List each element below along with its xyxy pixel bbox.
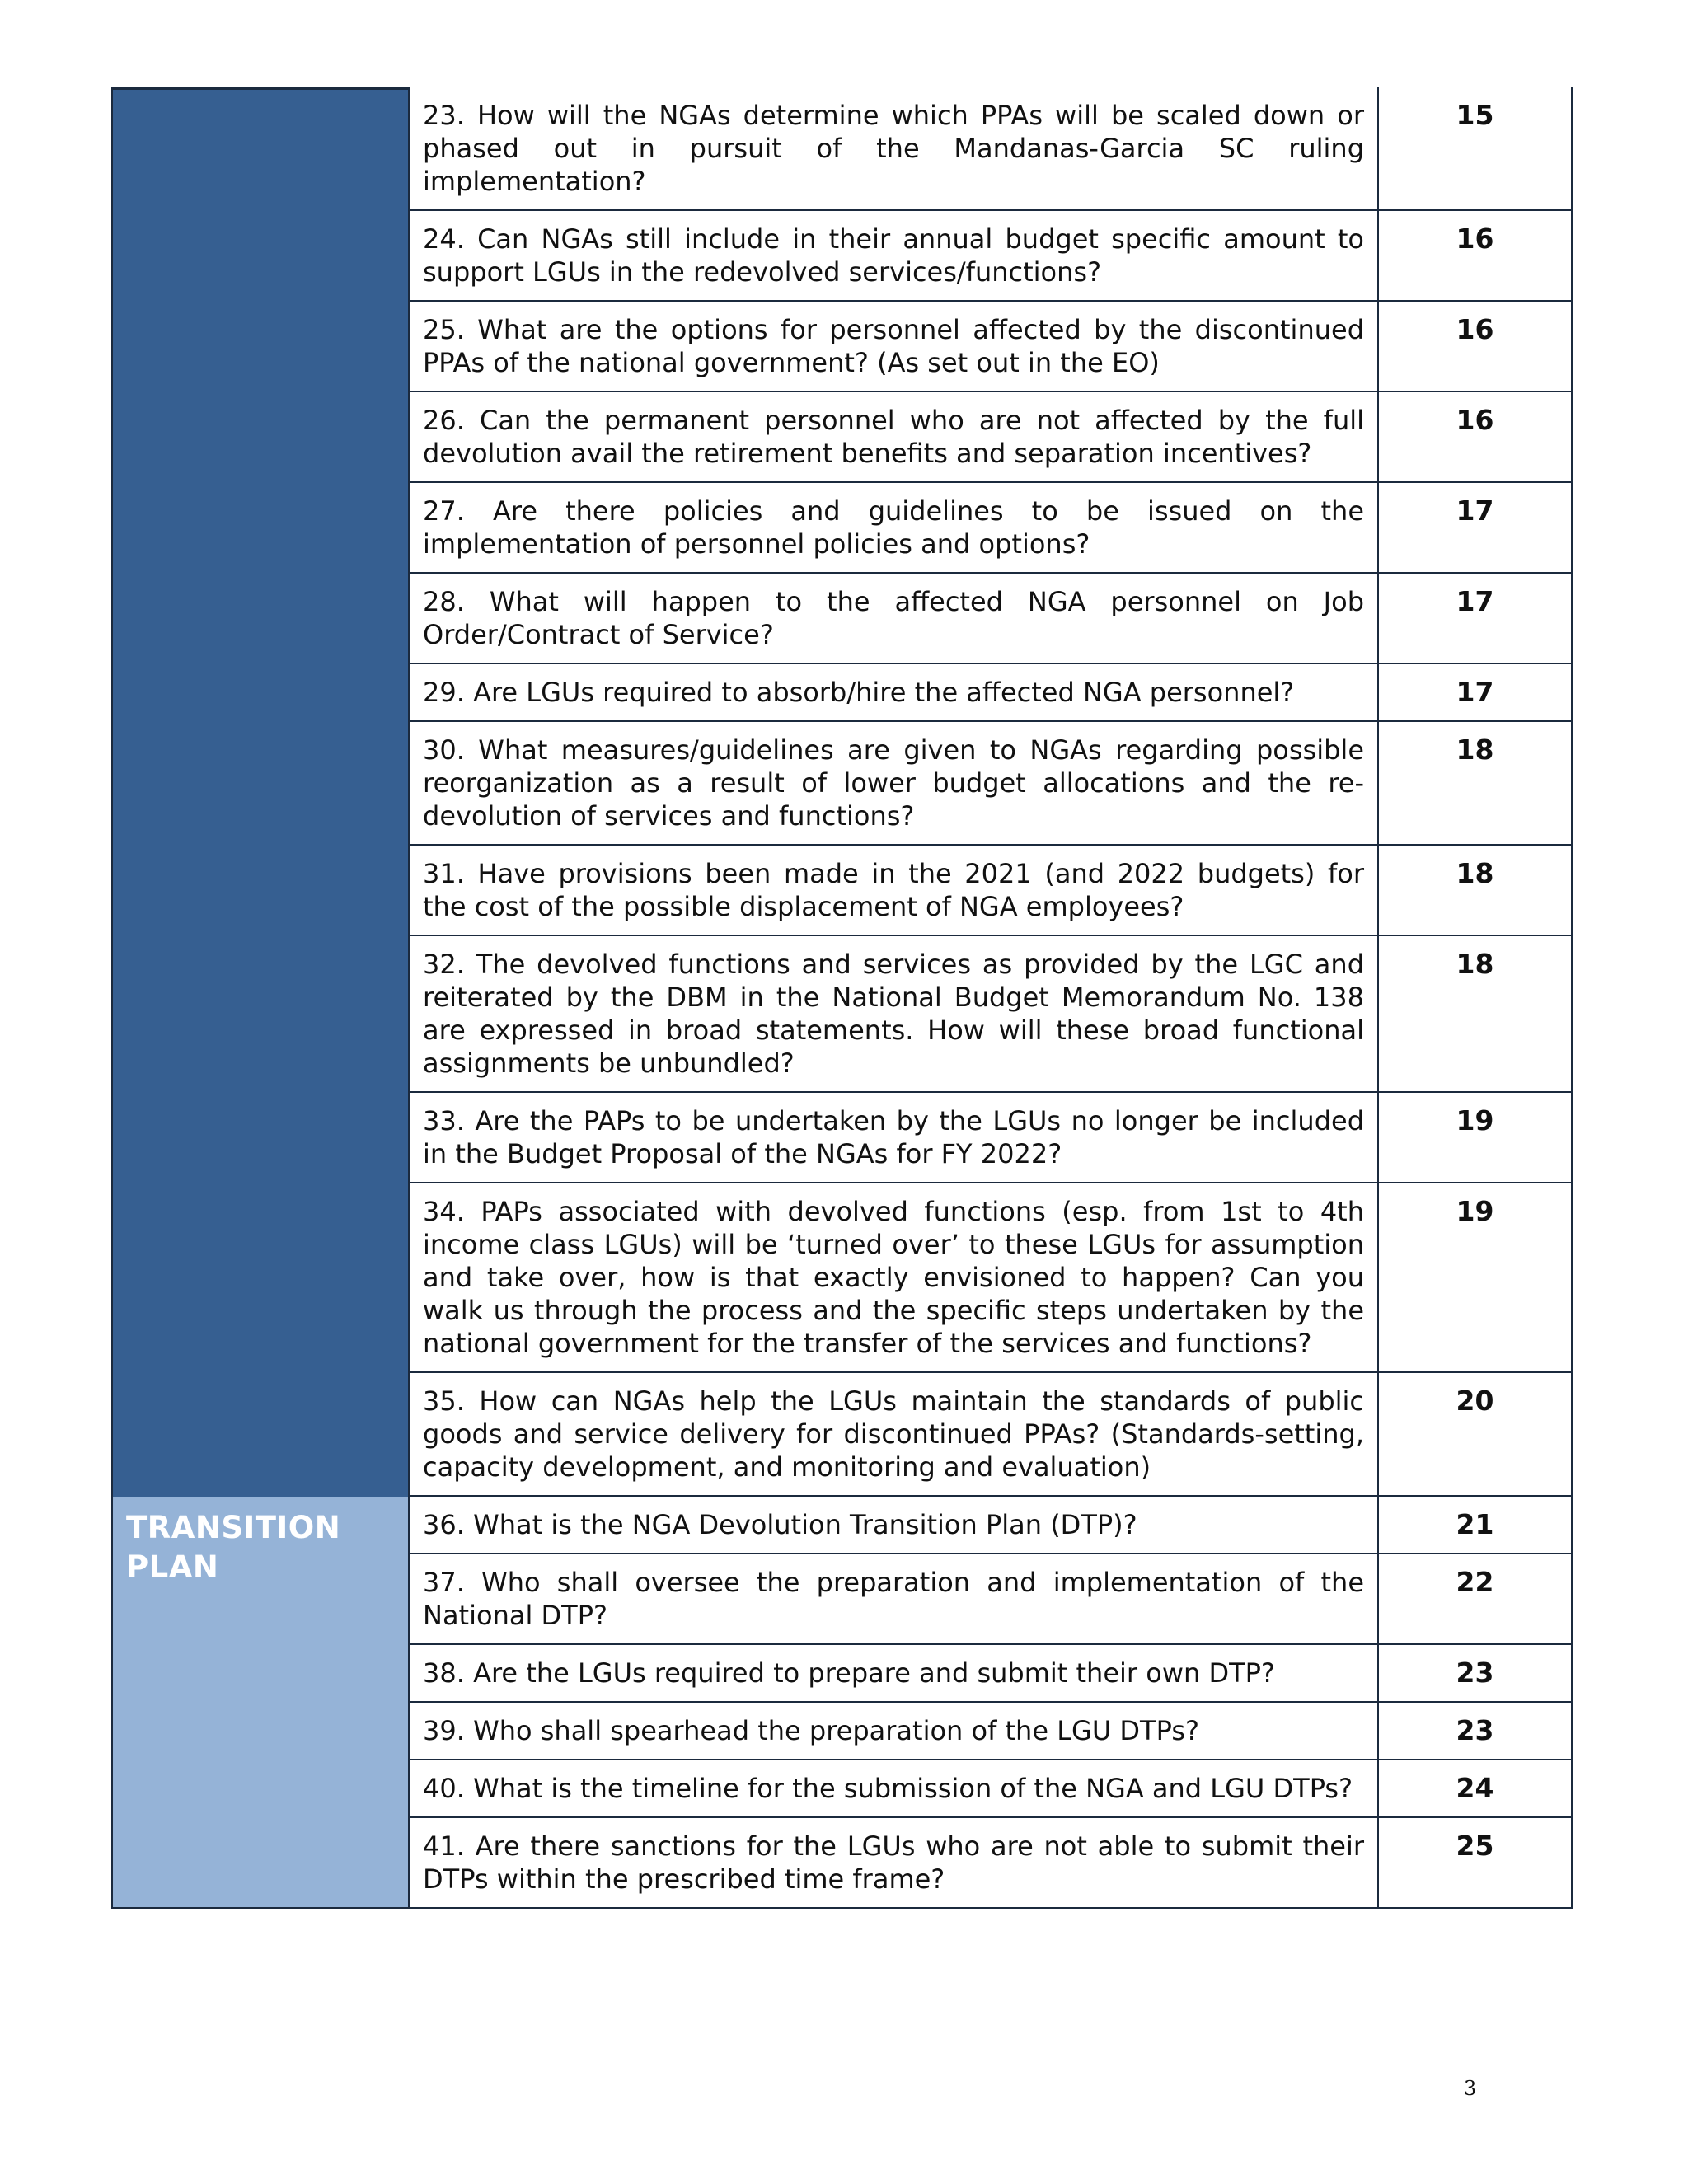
page-number: 19 (1379, 1183, 1573, 1371)
page-number: 17 (1379, 574, 1573, 663)
question-text: 30. What measures/guidelines are given to NGAs regarding possible reorganization as a result of lower budget allocations and the re-devolution of services and functions? (410, 722, 1379, 844)
question-text: 41. Are there sanctions for the LGUs who are not able to submit their DTPs within the prescribed time frame? (410, 1818, 1379, 1907)
table-row (410, 664, 1573, 722)
table-row (410, 392, 1573, 483)
table-row (410, 1497, 1573, 1554)
section-title: TRANSITION PLAN (126, 1510, 341, 1585)
question-text: 28. What will happen to the affected NGA personnel on Job Order/Contract of Service? (410, 574, 1379, 663)
table-row (410, 1703, 1573, 1760)
table-row (410, 211, 1573, 302)
section-title (113, 90, 408, 113)
page-number: 24 (1379, 1760, 1573, 1816)
table-row (410, 1093, 1573, 1183)
question-text: 33. Are the PAPs to be undertaken by the LGUs no longer be included in the Budget Proposal of the NGAs for FY 2022? (410, 1093, 1379, 1182)
table-row (410, 302, 1573, 392)
question-text: 31. Have provisions been made in the 2021 (and 2022 budgets) for the cost of the possible displacement of NGA employees? (410, 846, 1379, 935)
table-row (410, 722, 1573, 846)
page-number: 15 (1379, 87, 1573, 209)
question-text: 23. How will the NGAs determine which PPAs will be scaled down or phased out in pursuit of the Mandanas-Garcia SC ruling implementation? (410, 87, 1379, 209)
question-text: 36. What is the NGA Devolution Transition Plan (DTP)? (410, 1497, 1379, 1553)
table-of-contents (111, 87, 1573, 1909)
question-text: 24. Can NGAs still include in their annual budget specific amount to support LGUs in the redevolved services/functions? (410, 211, 1379, 300)
section-label-cell (111, 87, 410, 1497)
table-row (410, 1373, 1573, 1497)
question-text: 32. The devolved functions and services as provided by the LGC and reiterated by the DBM in the National Budget Memorandum No. 138 are expressed in broad statements. How will these broad functional assignments be unbundled? (410, 936, 1379, 1091)
table-row (410, 846, 1573, 936)
page-number: 16 (1379, 302, 1573, 391)
table-row (410, 483, 1573, 574)
table-row (410, 1554, 1573, 1645)
page-number: 19 (1379, 1093, 1573, 1182)
page-number: 18 (1379, 936, 1573, 1091)
table-row (410, 1183, 1573, 1373)
question-text: 37. Who shall oversee the preparation and implementation of the National DTP? (410, 1554, 1379, 1643)
question-rows (410, 1497, 1573, 1909)
page-number: 21 (1379, 1497, 1573, 1553)
question-text: 25. What are the options for personnel affected by the discontinued PPAs of the national government? (As set out in the EO) (410, 302, 1379, 391)
page-number: 23 (1379, 1645, 1573, 1701)
question-text: 40. What is the timeline for the submission of the NGA and LGU DTPs? (410, 1760, 1379, 1816)
page-number: 23 (1379, 1703, 1573, 1759)
table-row (410, 1645, 1573, 1703)
table-row (410, 87, 1573, 211)
page-number: 22 (1379, 1554, 1573, 1643)
page-number: 17 (1379, 664, 1573, 720)
question-rows (410, 87, 1573, 1497)
page-number: 18 (1379, 846, 1573, 935)
section-label-cell (111, 1497, 410, 1909)
question-text: 27. Are there policies and guidelines to be issued on the implementation of personnel policies and options? (410, 483, 1379, 572)
table-row (410, 936, 1573, 1093)
question-text: 39. Who shall spearhead the preparation of the LGU DTPs? (410, 1703, 1379, 1759)
table-row (410, 574, 1573, 664)
page-number: 25 (1379, 1818, 1573, 1907)
question-text: 38. Are the LGUs required to prepare and submit their own DTP? (410, 1645, 1379, 1701)
page-number: 16 (1379, 211, 1573, 300)
page-number: 17 (1379, 483, 1573, 572)
question-text: 34. PAPs associated with devolved functions (esp. from 1st to 4th income class LGUs) will be ‘turned over’ to these LGUs for assumption and take over, how is that exactly envisioned to happen? Can you walk us through the process and the specific steps undertaken by the national government for the transfer of the services and functions? (410, 1183, 1379, 1371)
question-text: 35. How can NGAs help the LGUs maintain the standards of public goods and service delivery for discontinued PPAs? (Standards-setting, capacity development, and monitoring and evaluation) (410, 1373, 1379, 1495)
page-number: 16 (1379, 392, 1573, 481)
question-text: 26. Can the permanent personnel who are not affected by the full devolution avail the retirement benefits and separation incentives? (410, 392, 1379, 481)
question-text: 29. Are LGUs required to absorb/hire the affected NGA personnel? (410, 664, 1379, 720)
table-row (410, 1818, 1573, 1909)
page-footer-number: 3 (1464, 2077, 1477, 2100)
page-number: 18 (1379, 722, 1573, 844)
toc-section-transition-plan (111, 1497, 1573, 1909)
toc-section-1 (111, 87, 1573, 1497)
table-row (410, 1760, 1573, 1818)
page-number: 20 (1379, 1373, 1573, 1495)
